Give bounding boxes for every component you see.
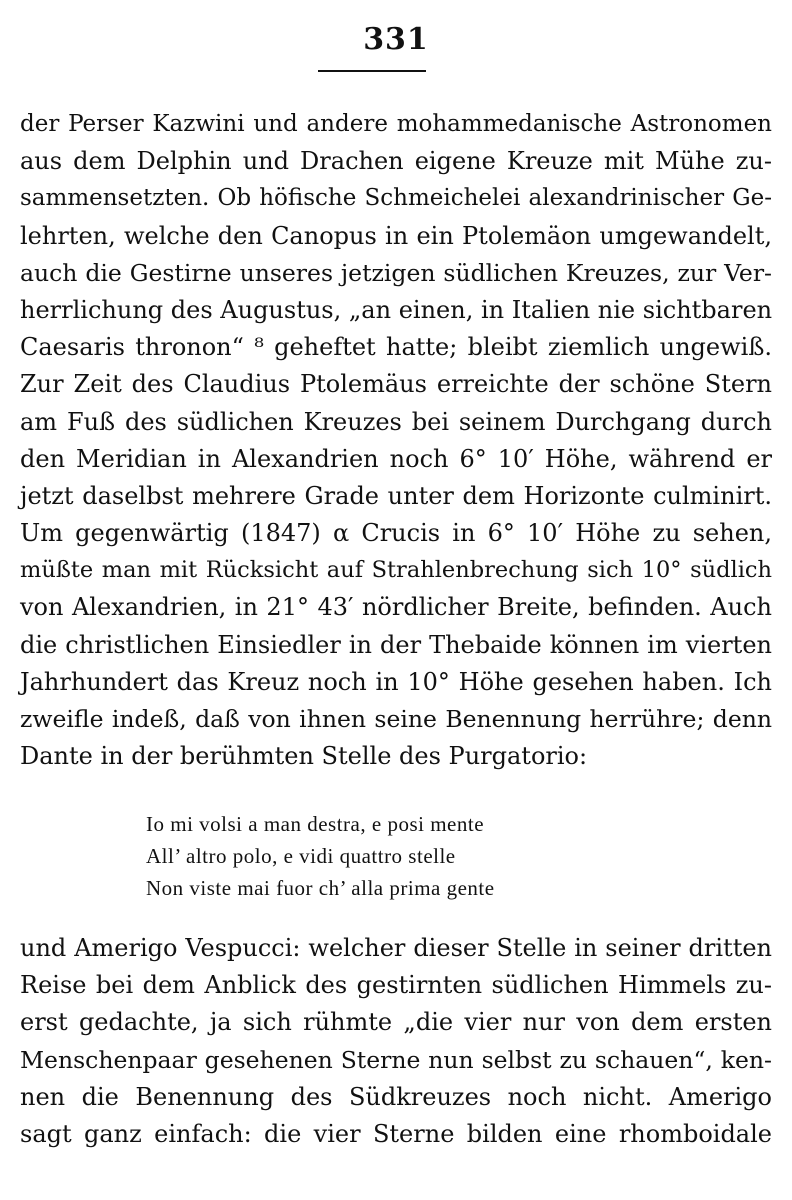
- text-line: aus dem Delphin und Drachen eigene Kreuze mit Mühe zu-: [20, 147, 772, 176]
- paragraph-1: [20, 106, 772, 775]
- text-line: von Alexandrien, in 21° 43′ nördlicher Breite, befinden. Auch: [20, 593, 772, 622]
- text-line: sammensetzten. Ob höfische Schmeichelei alexandrinischer Ge-: [20, 185, 772, 212]
- page-number: 331: [363, 22, 429, 57]
- text-line: Zur Zeit des Claudius Ptolemäus erreichte der schöne Stern: [20, 370, 772, 399]
- text-line: Jahrhundert das Kreuz noch in 10° Höhe gesehen haben. Ich: [20, 667, 772, 696]
- text-line: jetzt daselbst mehrere Grade unter dem Horizonte culminirt.: [20, 481, 772, 510]
- text-line: nen die Benennung des Südkreuzes noch nicht. Amerigo: [20, 1082, 772, 1111]
- text-line: am Fuß des südlichen Kreuzes bei seinem Durchgang durch: [20, 407, 772, 436]
- text-line: den Meridian in Alexandrien noch 6° 10′ Höhe, während er: [20, 444, 772, 473]
- text-line: Um gegenwärtig (1847) α Crucis in 6° 10′ Höhe zu sehen,: [20, 519, 772, 548]
- verse-line: All’ altro polo, e vidi quattro stelle: [146, 844, 456, 868]
- text-line: müßte man mit Rücksicht auf Strahlenbrechung sich 10° südlich: [20, 557, 772, 584]
- text-line: der Perser Kazwini und andere mohammedanische Astronomen: [20, 111, 772, 137]
- text-line: auch die Gestirne unseres jetzigen südlichen Kreuzes, zur Ver-: [20, 258, 772, 287]
- text-line: herrlichung des Augustus, „an einen, in Italien nie sichtbaren: [20, 295, 773, 324]
- text-line: Menschenpaar gesehenen Sterne nun selbst zu schauen“, ken-: [20, 1045, 772, 1074]
- text-line: und Amerigo Vespucci: welcher dieser Stelle in seiner dritten: [20, 934, 772, 962]
- paragraph-2: [20, 930, 772, 1153]
- text-line: Caesaris thronon“ ⁸ geheftet hatte; bleibt ziemlich ungewiß.: [20, 333, 772, 362]
- verse-line: Non viste mai fuor ch’ alla prima gente: [146, 876, 495, 900]
- text-line: Dante in der berühmten Stelle des Purgatorio:: [20, 742, 588, 771]
- verse-line: Io mi volsi a man destra, e posi mente: [146, 812, 485, 836]
- text-line: erst gedachte, ja sich rühmte „die vier nur von dem ersten: [20, 1008, 772, 1037]
- text-line: die christlichen Einsiedler in der Thebaide können im vierten: [20, 630, 772, 659]
- text-line: lehrten, welche den Canopus in ein Ptolemäon umgewandelt,: [20, 221, 772, 250]
- header-rule: [318, 70, 426, 72]
- text-line: sagt ganz einfach: die vier Sterne bilden eine rhomboidale: [20, 1119, 772, 1148]
- text-line: Reise bei dem Anblick des gestirnten südlichen Himmels zu-: [20, 971, 772, 1000]
- text-line: zweifle indeß, daß von ihnen seine Benennung herrühre; denn: [20, 705, 772, 733]
- verse-quote: [146, 808, 646, 904]
